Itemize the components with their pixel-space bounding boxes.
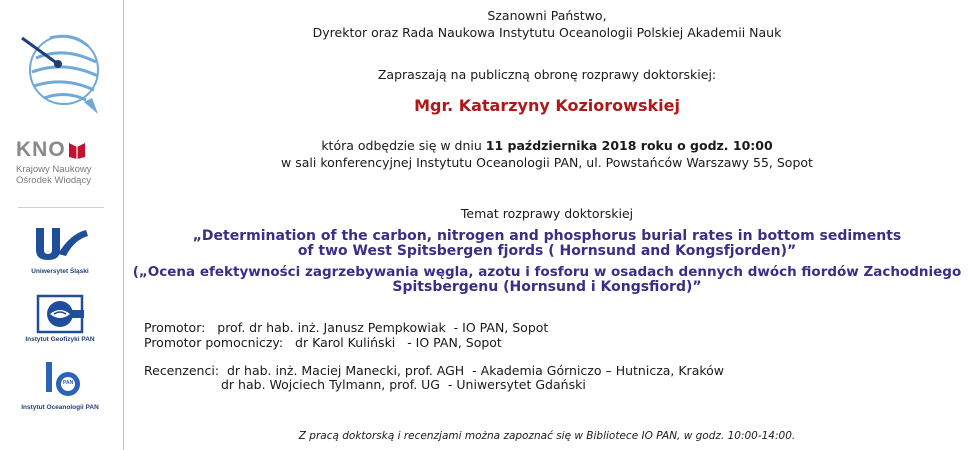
thesis-title-pl-2: Spitsbergenu (Hornsund i Kongsfiord)” (392, 279, 702, 295)
iopan-emblem-icon (14, 362, 106, 402)
date-time: 11 października 2018 roku o godz. 10:00 (485, 138, 773, 153)
topic-label: Temat rozprawy doktorskiej (460, 206, 634, 221)
reviewer-line-2: dr hab. Wojciech Tylmann, prof. UG - Uniwersytet Gdański (221, 377, 586, 392)
invitation-content (124, 0, 970, 450)
date-prefix: która odbędzie się w dniu (321, 138, 486, 153)
venue-line: w sali konferencyjnej Instytutu Oceanologii PAN, ul. Powstańców Warszawy 55, Sopot (281, 155, 813, 170)
date-line (124, 138, 970, 153)
promotor-line: Promotor: prof. dr hab. inż. Janusz Pempkowiak - IO PAN, Sopot (144, 320, 549, 335)
greeting: Szanowni Państwo, (487, 8, 607, 23)
us-logo (14, 224, 106, 275)
library-note: Z pracą doktorską i recenzjami można zapoznać się w Bibliotece IO PAN, w godz. 10:00-14:00. (298, 430, 796, 442)
kno-wordmark: KNO (16, 138, 66, 161)
promotor-aux-line: Promotor pomocniczy: dr Karol Kuliński - IO PAN, Sopot (144, 335, 502, 350)
sidebar-logos (0, 0, 123, 450)
thesis-title-pl-1: („Ocena efektywności zagrzebywania węgla, azotu i fosforu w osadach dennych dwóch fiordów Zachodniego (132, 264, 962, 280)
igf-logo (14, 294, 106, 343)
sidebar-separator (18, 207, 104, 208)
iopan-logo (14, 362, 106, 411)
hosts-line: Dyrektor oraz Rada Naukowa Instytutu Oceanologii Polskiej Akademii Nauk (312, 25, 782, 40)
io-pan-globe-logo (14, 18, 106, 118)
us-emblem-icon (14, 224, 106, 264)
thesis-title-en-2: of two West Spitsbergen fjords ( Hornsund and Kongsfjorden)” (297, 243, 797, 259)
thesis-title-en-1: „Determination of the carbon, nitrogen and phosphorus burial rates in bottom sediments (192, 228, 902, 244)
kno-subtitle-1: Krajowy Naukowy (16, 164, 92, 175)
iopan-caption: Instytut Oceanologii PAN (21, 404, 99, 411)
igf-emblem-icon (14, 294, 106, 334)
kno-logo (16, 138, 116, 186)
invite-line: Zapraszają na publiczną obronę rozprawy doktorskiej: (377, 67, 717, 82)
kno-book-icon (68, 141, 86, 159)
kno-subtitle-2: Ośrodek Wiodący (16, 175, 91, 186)
reviewer-line-1: Recenzenci: dr hab. inż. Maciej Manecki, prof. AGH - Akademia Górniczo – Hutnicza, Kraków (144, 363, 725, 378)
candidate-name: Mgr. Katarzyny Koziorowskiej (414, 96, 680, 115)
iopan-badge-label: PAN (63, 380, 74, 386)
igf-caption: Instytut Geofizyki PAN (25, 336, 95, 343)
us-caption: Uniwersytet Śląski (31, 268, 89, 275)
